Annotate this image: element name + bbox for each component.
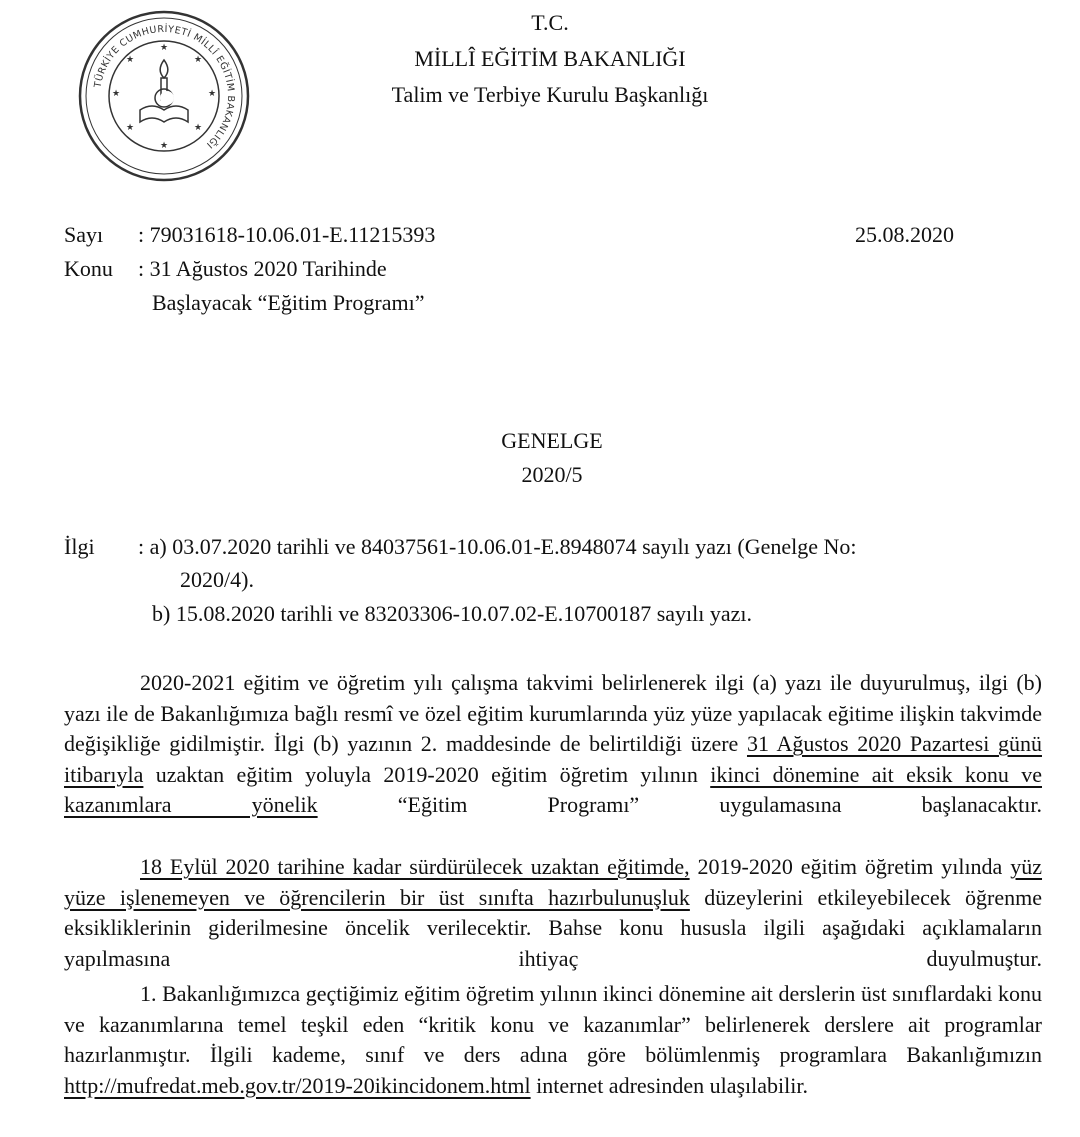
ilgi-b: b) 15.08.2020 tarihli ve 83203306-10.07.02-E.10700187 sayılı yazı. [152, 601, 753, 626]
svg-text:★: ★ [111, 89, 121, 99]
paragraph-2-text-1: 2019-2020 eğitim öğretim yılında [689, 854, 1011, 879]
svg-text:★: ★ [125, 55, 135, 65]
paragraph-1-underlined-date: 31 Ağustos 2020 Pazartesi günü itibarıyla [64, 731, 1042, 787]
sayi-value: : 79031618-10.06.01-E.11215393 [138, 222, 436, 247]
ministry-seal [78, 10, 250, 182]
konu-line-2: Başlayacak “Eğitim Programı” [152, 290, 425, 315]
sayi-label: Sayı [64, 222, 104, 247]
svg-text:★: ★ [125, 123, 135, 133]
konu-line-1: : 31 Ağustos 2020 Tarihinde [138, 256, 387, 281]
paragraph-1-underlined-scope: ikinci dönemine ait eksik konu ve kazanımlara yönelik [64, 761, 1042, 817]
seal-ring-text: TÜRKİYE CUMHURİYETİ MİLLÎ EĞİTİM BAKANLIĞI [92, 23, 237, 151]
konu-label: Konu [64, 256, 113, 281]
header-board: Talim ve Terbiye Kurulu Başkanlığı [391, 82, 709, 107]
paragraph-1-text-3: “Eğitim Programı” uygulamasına başlanacaktır. [317, 792, 1042, 817]
svg-text:★: ★ [159, 43, 169, 53]
paragraph-3-text-1: 1. Bakanlığımızca geçtiğimiz eğitim öğretim yılının ikinci dönemine ait derslerin üst sınıflardaki konu ve kazanımlarına temel teşkil eden “kritik konu ve kazanımlar” belirlenerek derslere ait programlar hazırlanmıştır. İlgili kademe, sınıf ve ders adına göre bölümlenmiş programlara Bakanlığımızın [64, 981, 1042, 1067]
ilgi-a-line-2: 2020/4). [180, 567, 254, 592]
title-number: 2020/5 [521, 462, 583, 487]
svg-text:★: ★ [193, 55, 203, 65]
paragraph-3-text-2: internet adresinden ulaşılabilir. [530, 1072, 808, 1098]
paragraph-2-underlined-deadline: 18 Eylül 2020 tarihine kadar sürdürülecek uzaktan eğitimde, [140, 854, 690, 879]
svg-text:★: ★ [207, 89, 217, 99]
header-country: T.C. [531, 10, 569, 35]
paragraph-2 [64, 852, 1042, 974]
ilgi-label: İlgi [64, 534, 95, 559]
paragraph-3 [64, 979, 1042, 1101]
svg-text:★: ★ [159, 141, 169, 151]
svg-text:★: ★ [193, 123, 203, 133]
curriculum-link[interactable]: http://mufredat.meb.gov.tr/2019-20ikincidonem.html [64, 1072, 531, 1098]
paragraph-2-underlined-priority: yüz yüze işlenemeyen ve öğrencilerin bir üst sınıfta hazırbulunuşluk [64, 854, 1043, 910]
title-genelge: GENELGE [501, 428, 603, 453]
ilgi-a-line-1: : a) 03.07.2020 tarihli ve 84037561-10.06.01-E.8948074 sayılı yazı (Genelge No: [138, 534, 857, 559]
paragraph-1-text-2: uzaktan eğitim yoluyla 2019-2020 eğitim öğretim yılının [143, 761, 711, 787]
paragraph-1 [64, 668, 1042, 821]
paragraph-1-text-1: 2020-2021 eğitim ve öğretim yılı çalışma takvimi belirlenerek ilgi (a) yazı ile duyurulmuş, ilgi (b) yazı ile de Bakanlığımıza bağlı resmî ve özel eğitim kurumlarında yüz yüze yapılacak eğitime ilişkin takvimde değişikliğe gidilmiştir. İlgi (b) yazının 2. maddesinde de belirtildiği üzere [64, 670, 1042, 756]
paragraph-2-text-2: düzeylerini etkileyebilecek öğrenme eksikliklerinin giderilmesine öncelik verilecektir. Bahse konu hususla ilgili aşağıdaki açıklamaların yapılmasına ihtiyaç duyulmuştur. [64, 884, 1043, 971]
header-ministry: MİLLÎ EĞİTİM BAKANLIĞI [414, 46, 686, 71]
document-date: 25.08.2020 [855, 222, 954, 247]
